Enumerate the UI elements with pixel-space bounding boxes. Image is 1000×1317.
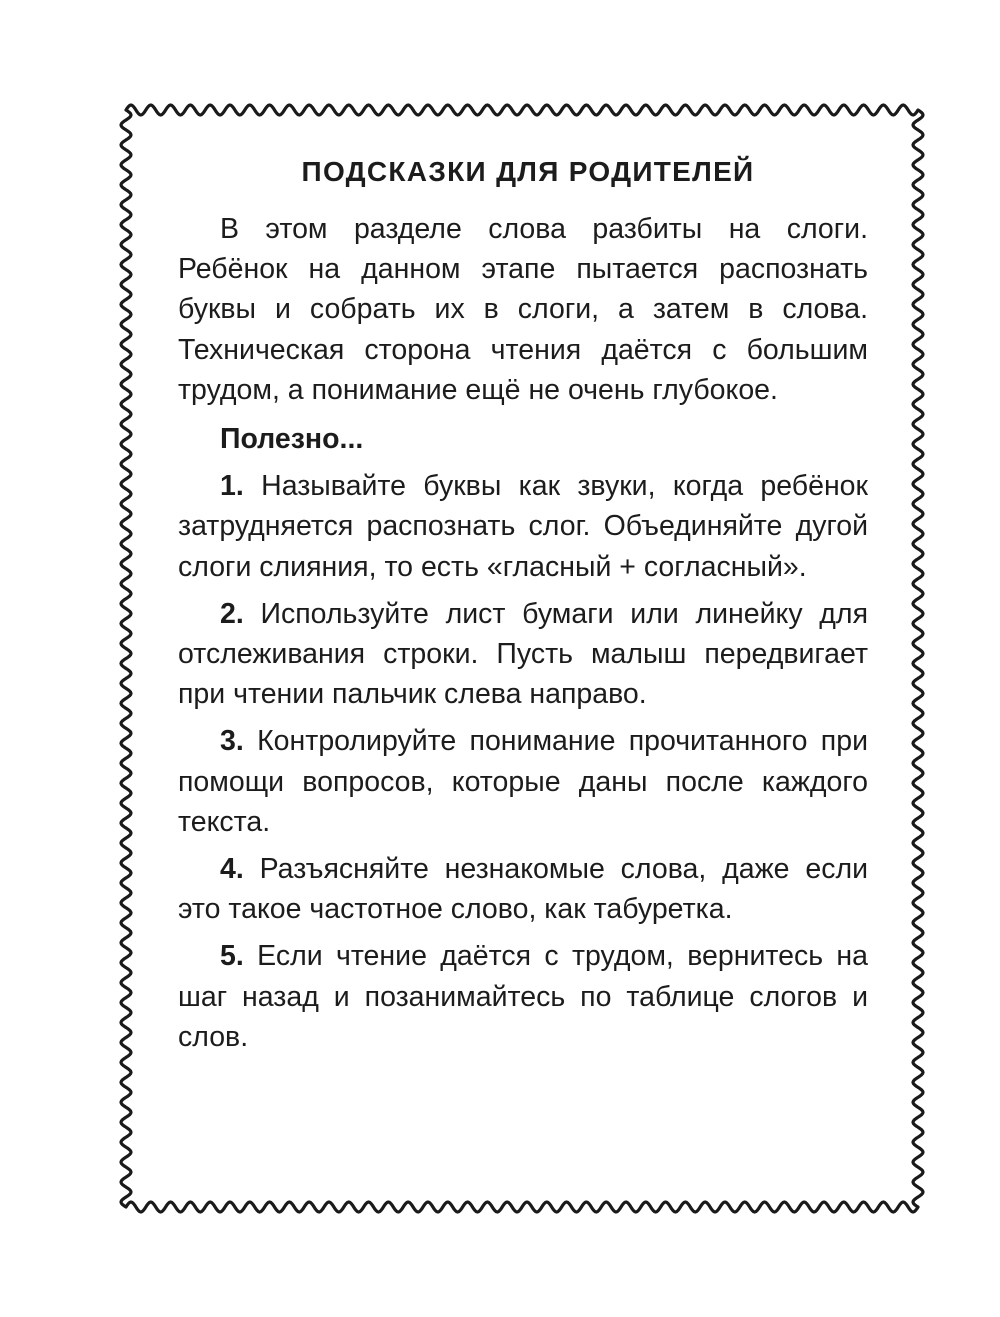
tip-text: Используйте лист бумаги или линейку для отслеживания строки. Пусть малыш передвигает при чтении пальчик слева направо. [178, 597, 868, 711]
useful-subheading: Полезно... [220, 423, 364, 456]
tip-text: Разъясняйте незнакомые слова, даже если это такое частотное слово, как табуретка. [178, 853, 868, 926]
tip-text: Называйте буквы как звуки, когда ребёнок затрудняется распознать слог. Объединяйте дугой слоги слияния, то есть «гласный + согласный». [178, 470, 868, 583]
tip-number: 5. [220, 940, 244, 973]
tip-number: 4. [220, 853, 244, 886]
tip-1 [178, 466, 868, 587]
tip-number: 3. [220, 725, 244, 758]
tip-2 [178, 594, 868, 715]
tip-number: 2. [220, 597, 244, 630]
tip-3 [178, 721, 868, 842]
page-title: ПОДСКАЗКИ ДЛЯ РОДИТЕЛЕЙ [301, 156, 755, 187]
intro-paragraph: В этом разделе слова разбиты на слоги. Ребёнок на данном этапе пытается распознать буквы и собрать их в слоги, а затем в слова. Техническая сторона чтения даётся с большим трудом, а понимание ещё не очень глубокое. [178, 213, 868, 406]
tip-5 [178, 936, 868, 1057]
tip-text: Контролируйте понимание прочитанного при помощи вопросов, которые даны после каждого текста. [178, 725, 869, 838]
hint-card [178, 150, 868, 1064]
tip-number: 1. [220, 470, 244, 503]
tip-4 [178, 849, 868, 929]
tip-text: Если чтение даётся с трудом, вернитесь на шаг назад и позанимайтесь по таблице слогов и слов. [178, 940, 868, 1053]
